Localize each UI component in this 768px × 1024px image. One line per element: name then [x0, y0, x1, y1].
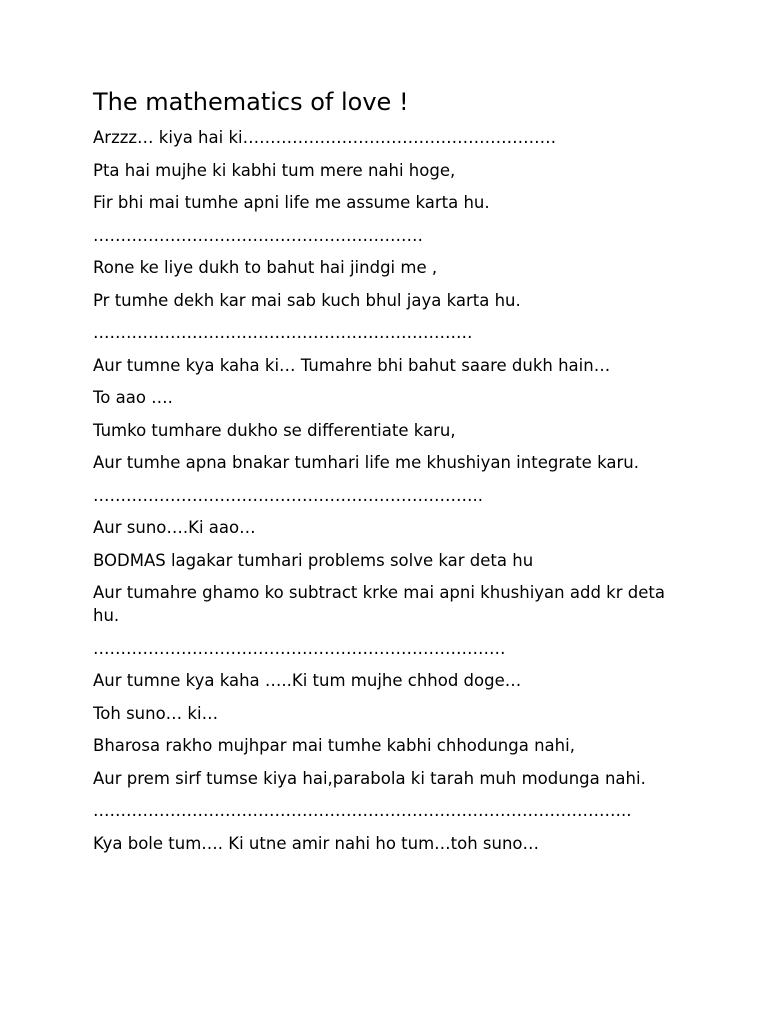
poem-line: Aur prem sirf tumse kiya hai,parabola ki tarah muh modunga nahi.	[93, 768, 646, 788]
poem-line: Arzzz… kiya hai ki…………………………………………………	[93, 128, 557, 147]
dotted-separator: ……………………………………………………………..	[93, 485, 483, 505]
poem-line: Rone ke liye dukh to bahut hai jindgi me ,	[93, 258, 438, 277]
dotted-separator: …………………………………………………………………	[93, 638, 506, 658]
poem-line: Aur tumne kya kaha ki… Tumahre bhi bahut saare dukh hain…	[93, 355, 611, 375]
document-page	[93, 86, 683, 864]
poem-line: Aur tumhe apna bnakar tumhari life me khushiyan integrate karu.	[93, 453, 639, 472]
dotted-separator: ……………………………………………………	[93, 225, 423, 245]
dotted-separator: ……………………………………………………………………………………..	[93, 801, 632, 820]
poem-line: Fir bhi mai tumhe apni life me assume karta hu.	[93, 193, 490, 212]
poem-line: Bharosa rakho mujhpar mai tumhe kabhi chhodunga nahi,	[93, 736, 575, 755]
poem-line: Tumko tumhare dukho se differentiate karu,	[93, 420, 456, 440]
dotted-separator: ……………………………………………………………	[93, 323, 473, 342]
poem-line: Aur suno….Ki aao…	[93, 518, 256, 537]
poem-line: Pta hai mujhe ki kabhi tum mere nahi hoge,	[93, 160, 456, 180]
poem-line: BODMAS lagakar tumhari problems solve kar deta hu	[93, 550, 534, 570]
poem-line: Aur tumne kya kaha …..Ki tum mujhe chhod doge…	[93, 671, 522, 690]
poem-line: Kya bole tum…. Ki utne amir nahi ho tum…toh suno…	[93, 833, 540, 853]
poem-line: Pr tumhe dekh kar mai sab kuch bhul jaya karta hu.	[93, 290, 521, 310]
document-title: The mathematics of love !	[93, 88, 409, 116]
poem-line: Toh suno… ki…	[93, 703, 219, 723]
poem-line: Aur tumahre ghamo ko subtract krke mai apni khushiyan add kr deta hu.	[93, 583, 665, 625]
poem-line: To aao ….	[93, 388, 173, 407]
